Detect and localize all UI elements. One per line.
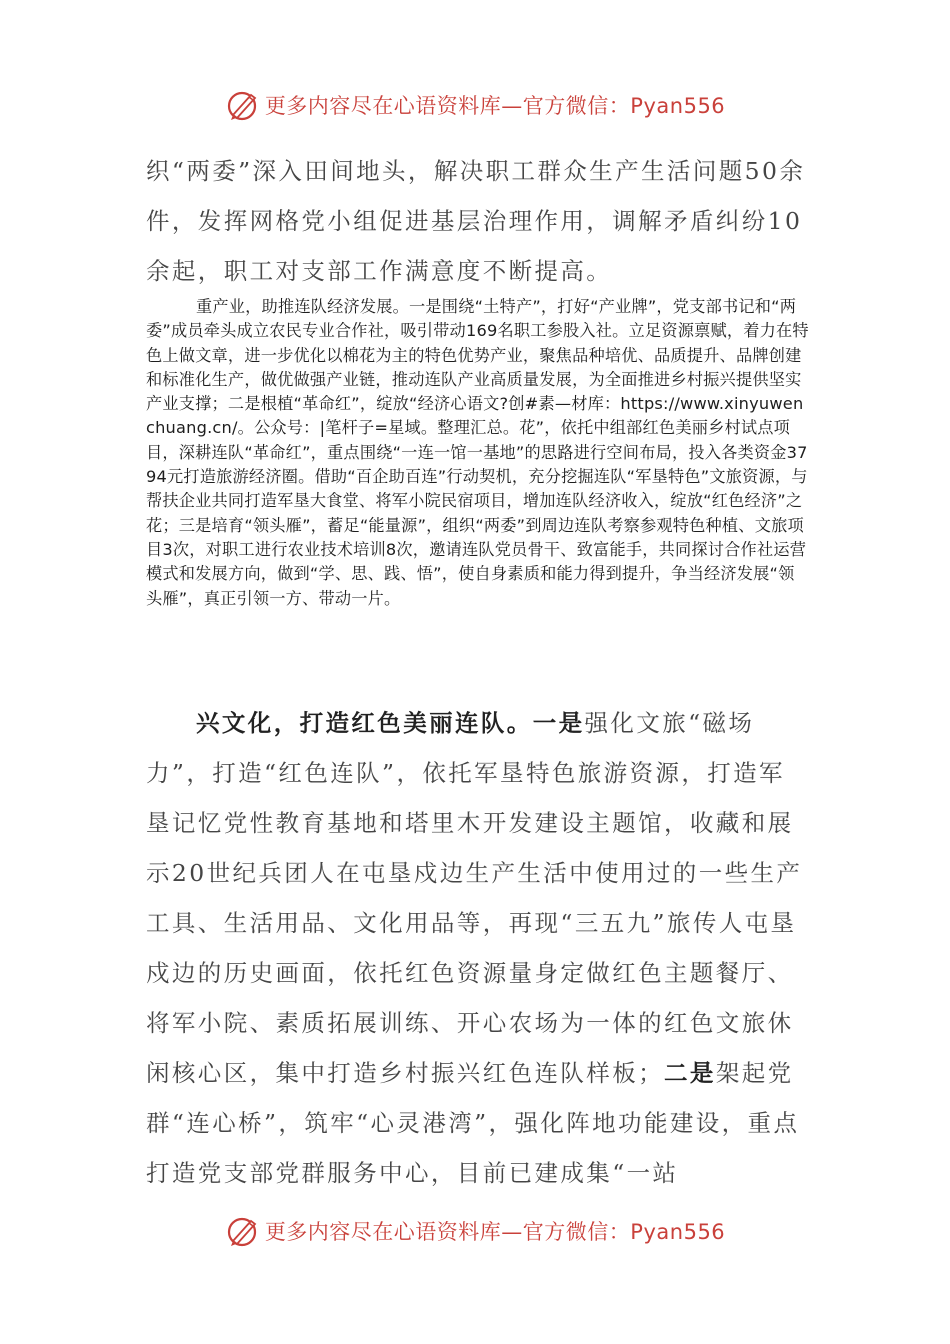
culture-lead-heading: 兴文化，打造红色美丽连队。	[196, 709, 533, 737]
culture-point-two-label: 二是	[664, 1059, 716, 1087]
culture-point-two-text: 架起党群“连心桥”，筑牢“心灵港湾”，强化阵地功能建设，重点打造党支部党群服务中心，目前已建成集“一站	[146, 1059, 800, 1187]
pen-logo-icon	[225, 87, 261, 123]
footer-banner-text: 更多内容尽在心语资料库—官方微信：Pyan556	[264, 1220, 726, 1244]
intro-paragraph: 织“两委”深入田间地头，解决职工群众生产生活问题50余件，发挥网格党小组促进基层治理作用，调解矛盾纠纷10余起，职工对支部工作满意度不断提高。	[146, 157, 806, 285]
culture-paragraph	[146, 698, 810, 1198]
industry-paragraph: 重产业，助推连队经济发展。一是围绕“土特产”，打好“产业牌”，党支部书记和“两委”成员牵头成立农民专业合作社，吸引带动169名职工参股入社。立足资源禀赋，着力在特色上做文章，进一步优化以棉花为主的特色优势产业，聚焦品种培优、品质提升、品牌创建和标准化生产，做优做强产业链，推动连队产业高质量发展，为全面推进乡村振兴提供坚实产业支撑；二是根植“革命红”，绽放“经济心语文?创#素—材库：https://www.xinyuwenchuang.cn/。公众号：|笔杆子=星域。整理汇总。花”，依托中组部红色美丽乡村试点项目，深耕连队“革命红”，重点围绕“一连一馆一基地”的思路进行空间布局，投入各类资金3794元打造旅游经济圈。借助“百企助百连”行动契机，充分挖掘连队“军垦特色”文旅资源，与帮扶企业共同打造军垦大食堂、将军小院民宿项目，增加连队经济收入，绽放“红色经济”之花；三是培育“领头雁”，蓄足“能量源”，组织“两委”到周边连队考察参观特色种植、文旅项目3次，对职工进行农业技术培训8次，邀请连队党员骨干、致富能手，共同探讨合作社运营模式和发展方向，做到“学、思、践、悟”，使自身素质和能力得到提升，争当经济发展“领头雁”，真正引领一方、带动一片。	[146, 297, 809, 608]
culture-point-one-text: 强化文旅“磁场力”，打造“红色连队”，依托军垦特色旅游资源，打造军垦记忆党性教育基地和塔里木开发建设主题馆，收藏和展示20世纪兵团人在屯垦戍边生产生活中使用过的一些生产工具、生活用品、文化用品等，再现“三五九”旅传人屯垦戍边的历史画面，依托红色资源量身定做红色主题餐厅、将军小院、素质拓展训练、开心农场为一体的红色文旅休闲核心区，集中打造乡村振兴红色连队样板；	[146, 709, 803, 1087]
footer-banner	[0, 1208, 950, 1254]
header-banner	[0, 82, 950, 128]
header-banner-text: 更多内容尽在心语资料库—官方微信：Pyan556	[264, 94, 726, 118]
culture-paragraph-block	[146, 698, 810, 1198]
industry-paragraph-block	[146, 295, 810, 611]
intro-paragraph-block	[146, 146, 810, 296]
pen-logo-icon	[225, 1213, 261, 1249]
culture-point-one-label: 一是	[532, 709, 585, 737]
